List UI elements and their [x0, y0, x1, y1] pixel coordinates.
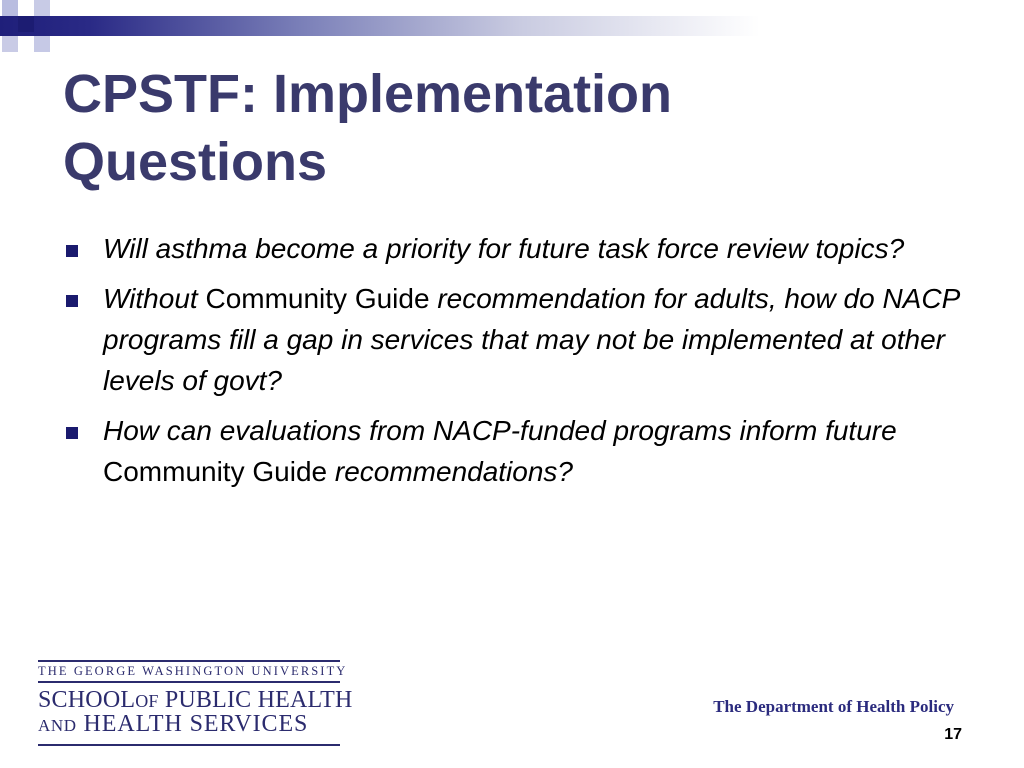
bullet-square-icon [66, 427, 78, 439]
bullet-text-segment: Community Guide [197, 283, 438, 314]
bullet-text-segment: How can evaluations from NACP-funded programs inform future [103, 415, 897, 446]
header-gradient-bar [0, 16, 1024, 36]
slide-title [63, 60, 983, 196]
bullet-text-segment: recommendation for adults, how do NACP programs fill a gap in services that may not be implemented at other levels of govt? [103, 283, 960, 396]
decorative-square [2, 36, 18, 52]
decorative-square [50, 0, 66, 16]
logo-health-services: HEALTH SERVICES [76, 711, 309, 737]
gwu-logo [38, 660, 353, 746]
decorative-square [18, 0, 34, 16]
slide-title-line1: CPSTF: Implementation [63, 64, 673, 124]
logo-school-line [38, 687, 353, 713]
bullet-item [62, 278, 972, 401]
logo-rule-middle [38, 681, 340, 683]
logo-university-name: THE GEORGE WASHINGTON UNIVERSITY [38, 664, 348, 678]
bullet-item [62, 228, 972, 269]
bullet-text-segment: Without [103, 283, 198, 314]
bullet-text-segment: recommendations? [334, 456, 573, 487]
bullet-text-segment: Will asthma become a priority for future task force review topics? [103, 233, 905, 264]
logo-public-health: PUBLIC HEALTH [158, 687, 353, 713]
logo-rule-bottom [38, 744, 340, 746]
department-label: The Department of Health Policy [713, 697, 954, 716]
bullet-item [62, 410, 972, 492]
decorative-square [18, 16, 34, 32]
logo-services-line [38, 712, 340, 738]
logo-school-word: SCHOOL [38, 687, 136, 713]
bullet-square-icon [66, 295, 78, 307]
decorative-square [34, 0, 50, 16]
decorative-square [18, 36, 34, 52]
bullet-text-segment: Community Guide [103, 456, 335, 487]
bullet-square-icon [66, 245, 78, 257]
decorative-square [34, 36, 50, 52]
page-number: 17 [944, 726, 962, 743]
bullet-list [62, 228, 972, 501]
logo-of-word: OF [135, 691, 159, 711]
logo-and-word: AND [38, 716, 77, 735]
slide-title-line2: Questions [63, 132, 328, 192]
decorative-square [2, 0, 18, 16]
